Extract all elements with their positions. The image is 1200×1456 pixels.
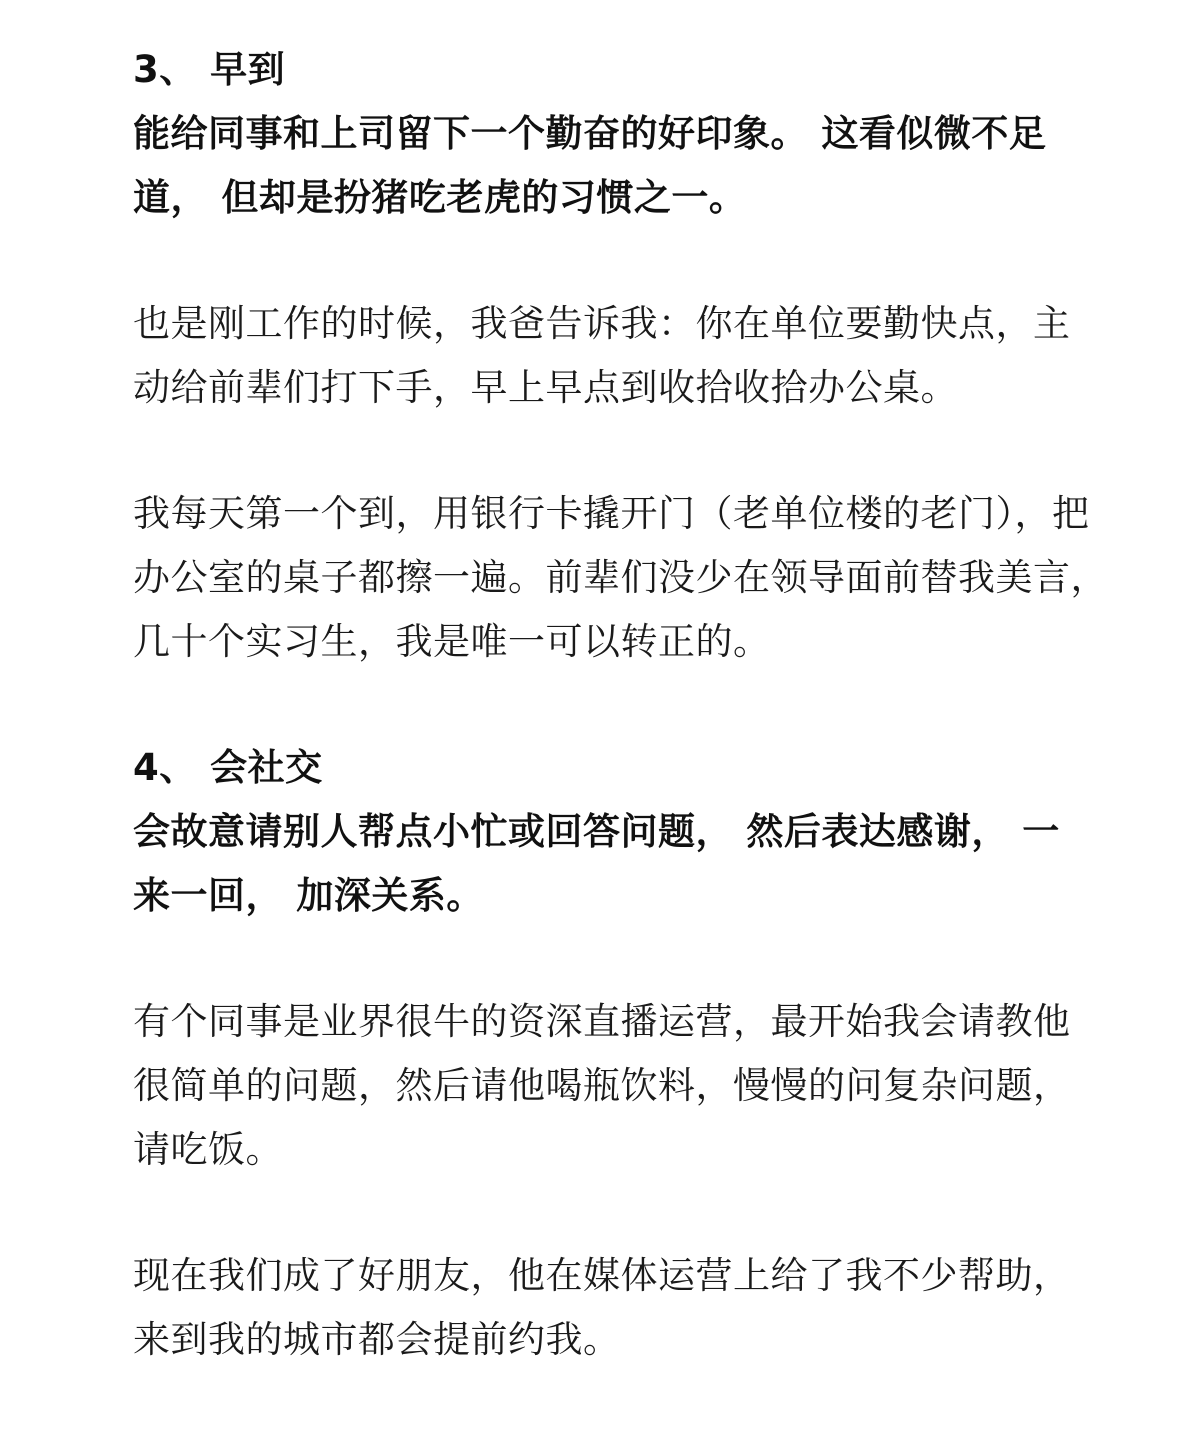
- section-4-heading: 4、 会社交: [133, 746, 323, 789]
- article-body: [133, 38, 1108, 1372]
- paragraph-gap: [133, 230, 1073, 292]
- section-4-paragraph-1-line: 很简单的问题，然后请他喝瓶饮料，慢慢的问复杂问题，: [133, 1064, 1071, 1107]
- section-4-lead-line: 会故意请别人帮点小忙或回答问题， 然后表达感谢， 一: [133, 810, 1060, 853]
- section-4-paragraph-2-line: 现在我们成了好朋友，他在媒体运营上给了我不少帮助，: [133, 1254, 1071, 1297]
- section-3-paragraph-2-line: 我每天第一个到，用银行卡撬开门（老单位楼的老门），把: [133, 492, 1090, 535]
- paragraph-gap: [133, 928, 1073, 990]
- section-3-lead-line: 能给同事和上司留下一个勤奋的好印象。 这看似微不足: [133, 112, 1047, 155]
- section-3-heading: 3、 早到: [133, 48, 286, 91]
- section-4-paragraph-1-line: 请吃饭。: [133, 1128, 283, 1171]
- section-3-paragraph-2-line: 几十个实习生，我是唯一可以转正的。: [133, 620, 771, 663]
- paragraph-gap: [133, 1182, 1073, 1244]
- section-3-paragraph-1-line: 动给前辈们打下手，早上早点到收拾收拾办公桌。: [133, 366, 958, 409]
- paragraph-gap: [133, 674, 1073, 736]
- section-4-paragraph-2-line: 来到我的城市都会提前约我。: [133, 1318, 621, 1361]
- section-4-lead-line: 来一回， 加深关系。: [133, 874, 484, 917]
- section-3-paragraph-2-line: 办公室的桌子都擦一遍。前辈们没少在领导面前替我美言，: [133, 556, 1108, 599]
- paragraph-gap: [133, 420, 1073, 482]
- section-3-paragraph-1-line: 也是刚工作的时候，我爸告诉我：你在单位要勤快点，主: [133, 302, 1071, 345]
- section-3-lead-line: 道， 但却是扮猪吃老虎的习惯之一。: [133, 176, 747, 219]
- section-4-paragraph-1-line: 有个同事是业界很牛的资深直播运营，最开始我会请教他: [133, 1000, 1071, 1043]
